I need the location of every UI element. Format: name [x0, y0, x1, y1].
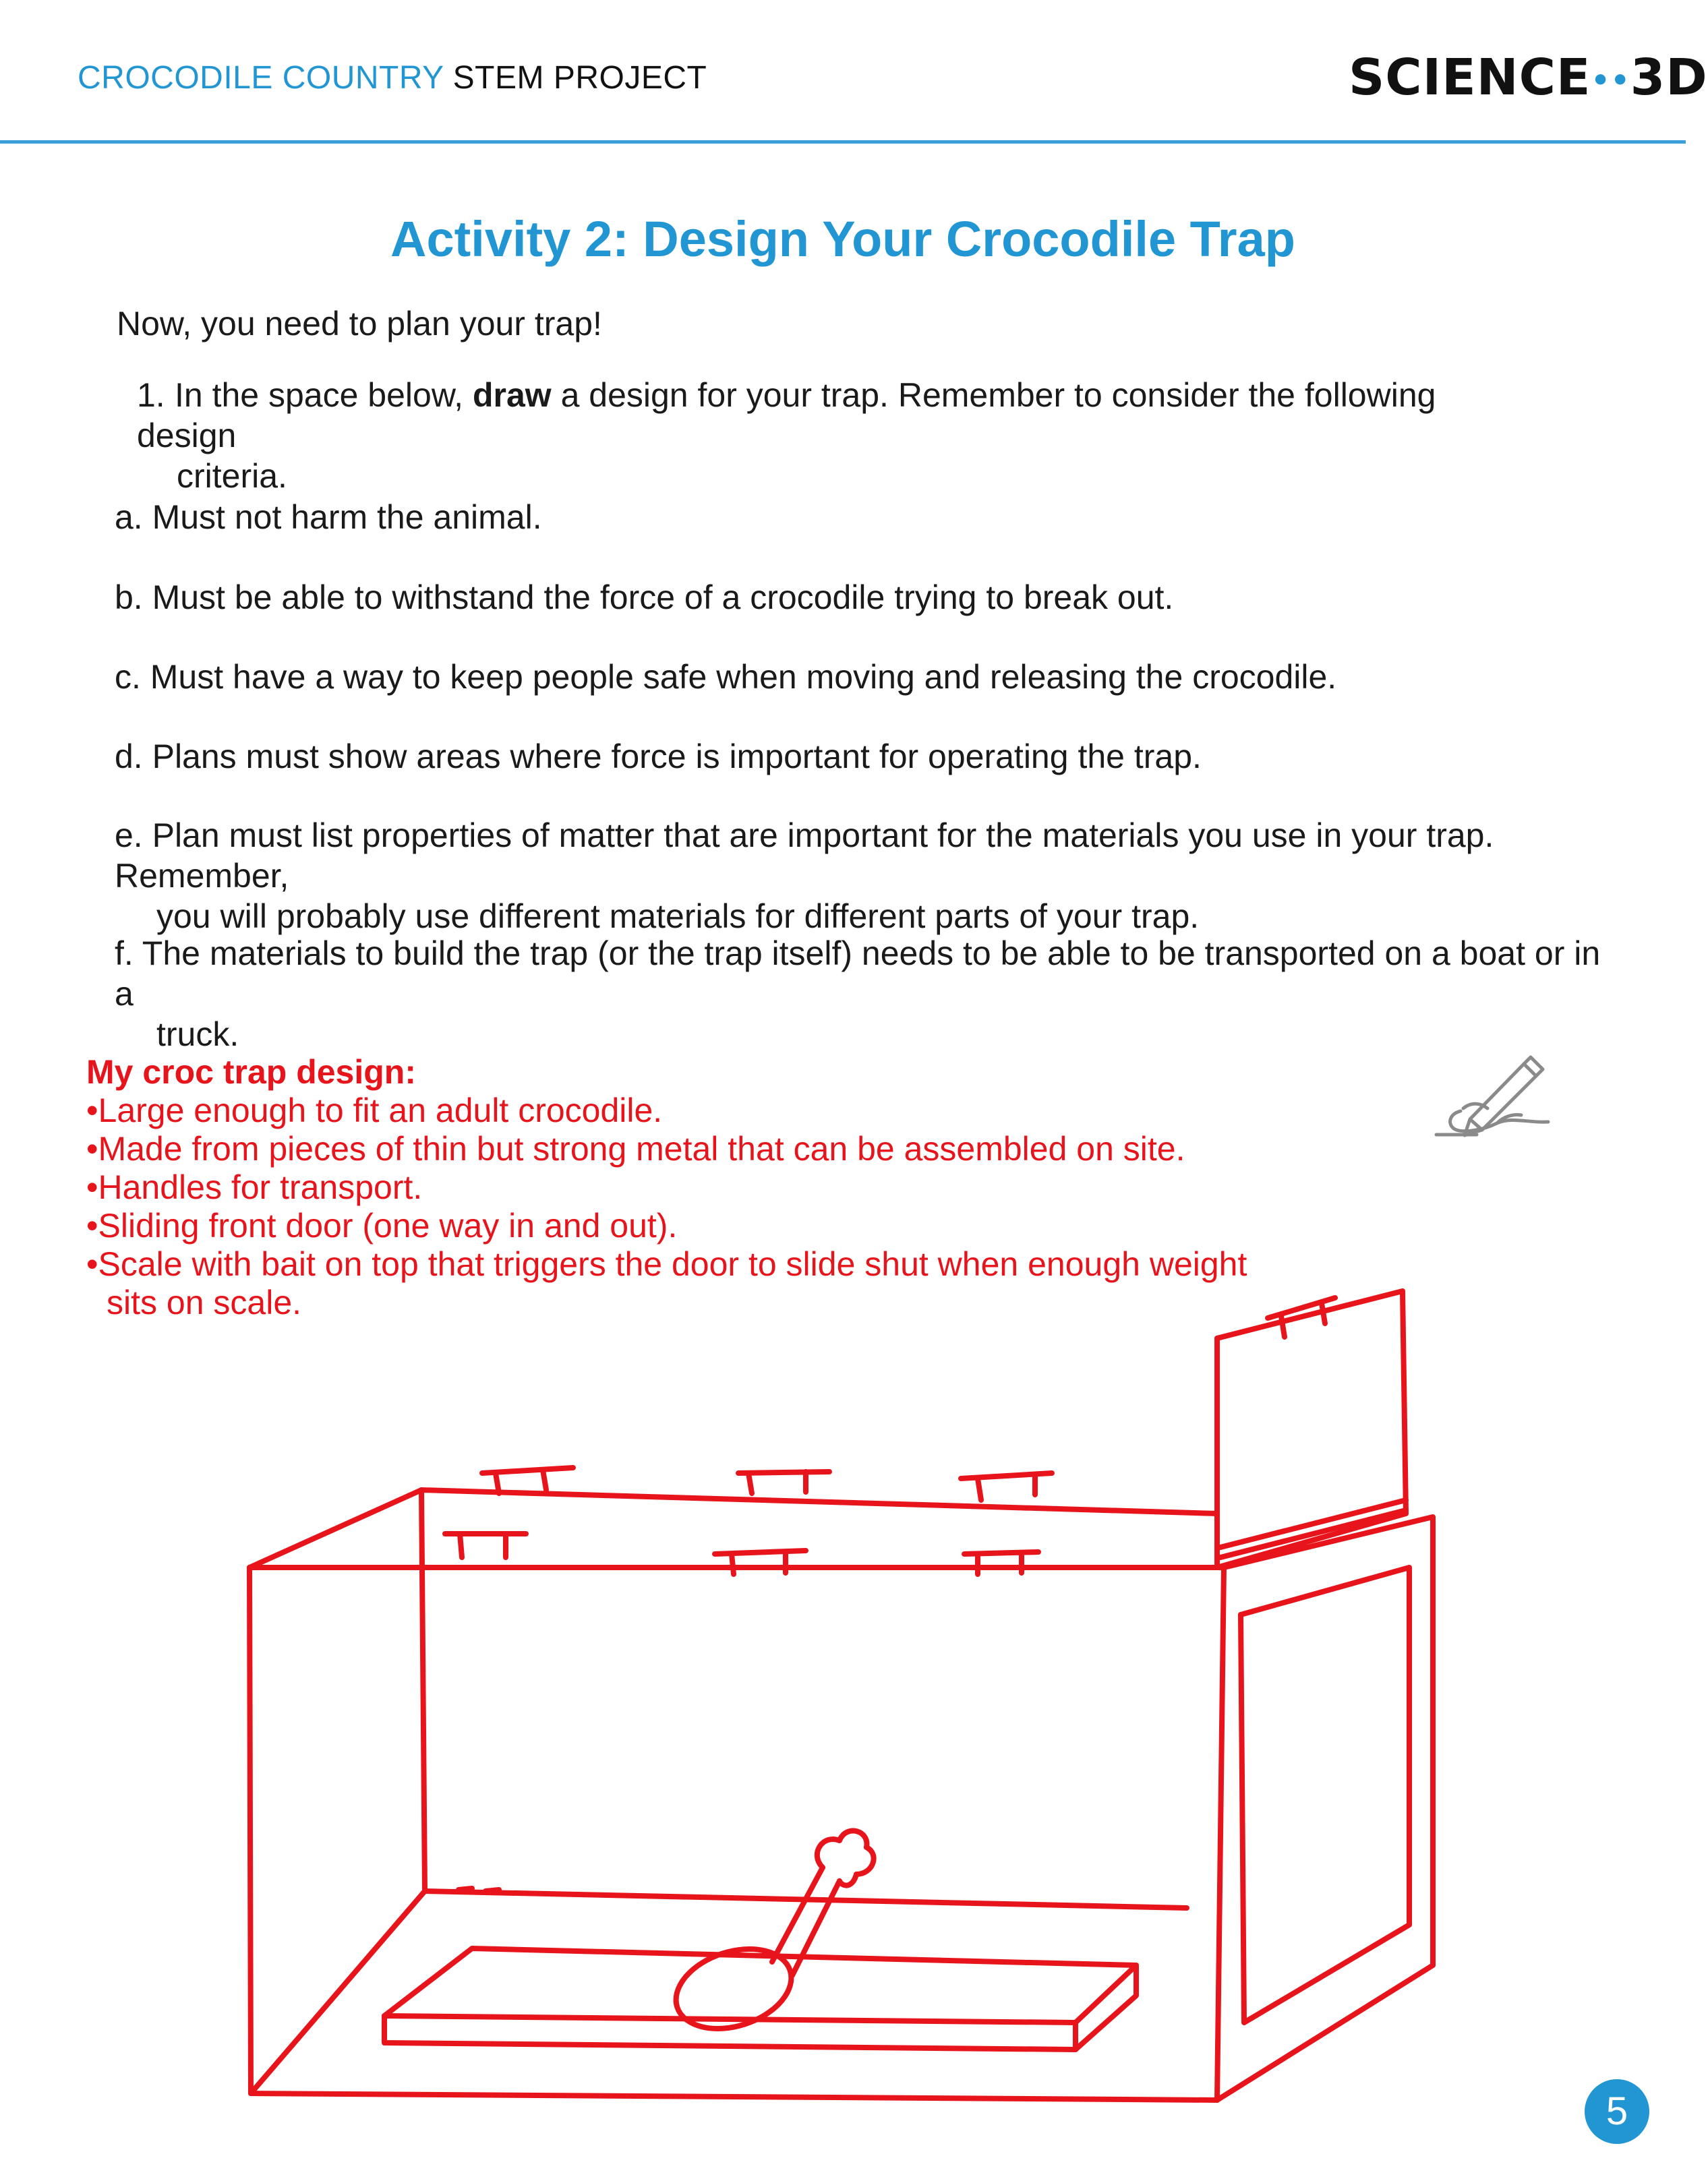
criteria-b [115, 577, 1618, 618]
logo-3d: 3D [1630, 49, 1708, 107]
design-line: •Made from pieces of thin but strong metal that can be assembled on site. [86, 1130, 1185, 1168]
trap-front-bottom-edge [251, 2093, 1217, 2100]
criteria-f [115, 933, 1618, 1054]
item-text-before: In the space below, [175, 376, 473, 414]
design-line: sits on scale. [107, 1284, 302, 1321]
criteria-text-continuation: you will probably use different materials for different parts of your trap. [156, 897, 1200, 935]
criteria-d [115, 736, 1618, 777]
criteria-text: a. Must not harm the animal. [115, 498, 542, 536]
criteria-text: e. Plan must list properties of matter that are important for the materials you use in your trap. Remember, [115, 816, 1494, 895]
criteria-a [115, 497, 1618, 537]
project-title-blue: CROCODILE COUNTRY [78, 60, 444, 96]
item-text-after: a design for your trap. Remember to consider the following design [137, 376, 1436, 454]
criteria-text: f. The materials to build the trap (or the trap itself) needs to be able to be transported on a boat or in a [115, 934, 1601, 1013]
criteria-text: d. Plans must show areas where force is important for operating the trap. [115, 738, 1202, 775]
side-door-frame [1241, 1567, 1409, 2023]
criteria-text-continuation: truck. [156, 1015, 239, 1053]
criteria-text: c. Must have a way to keep people safe when moving and releasing the crocodile. [115, 658, 1337, 696]
item-text-continuation: criteria. [177, 457, 287, 495]
criteria-e [115, 815, 1618, 936]
page-header [0, 0, 1708, 144]
trap-top-back-edge [421, 1490, 1217, 1514]
design-line: •Handles for transport. [86, 1168, 423, 1206]
activity-title: Activity 2: Design Your Crocodile Trap [390, 211, 1295, 267]
trap-right-side [1217, 1517, 1433, 2100]
intro-text: Now, you need to plan your trap! [117, 305, 602, 342]
design-line: •Sliding front door (one way in and out). [86, 1207, 678, 1245]
criteria-text: b. Must be able to withstand the force of a crocodile trying to break out. [115, 578, 1174, 616]
logo-science: SCIENCE [1349, 49, 1591, 107]
trap-front-right-edge [1217, 1567, 1224, 2100]
trap-back-left-edge [421, 1490, 425, 1891]
item-text-bold: draw [472, 376, 552, 414]
design-heading: My croc trap design: [86, 1053, 416, 1091]
item-number: 1. [137, 376, 165, 414]
trap-front-left-edge [249, 1567, 251, 2093]
project-title [78, 59, 707, 96]
trap-top-left-edge [249, 1490, 421, 1567]
design-line: •Scale with bait on top that triggers the door to slide shut when enough weight [86, 1245, 1247, 1283]
design-line: •Large enough to fit an adult crocodile. [86, 1092, 663, 1129]
hand-writing-icon [1423, 1044, 1558, 1145]
page-number-badge: 5 [1585, 2079, 1649, 2144]
crocodile-trap-sketch [229, 1251, 1443, 2100]
criteria-c [115, 657, 1618, 697]
logo-dots: •• [1591, 63, 1630, 98]
trap-floor-left-edge [251, 1891, 425, 2093]
science3d-logo [1349, 49, 1708, 107]
bait-scale-top [384, 1948, 1136, 2023]
project-title-dark: STEM PROJECT [452, 60, 707, 96]
instruction-item-1 [137, 375, 1526, 496]
